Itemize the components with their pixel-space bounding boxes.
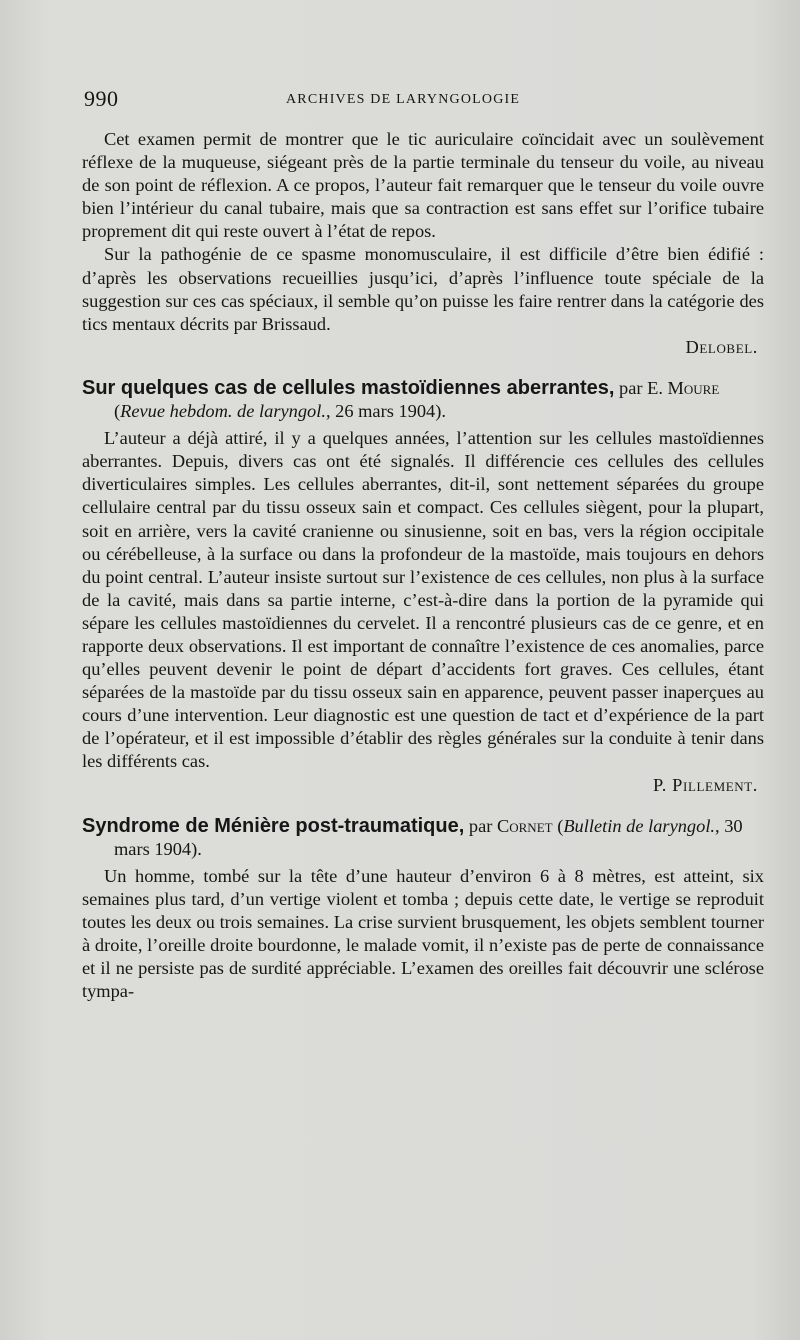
byline-author: Moure xyxy=(667,377,720,398)
paragraph: L’auteur a déjà attiré, il y a quelques années, l’attention sur les cellules mastoïdiennes aberrantes. Depuis, divers cas ont été signalés. Il différencie ces cellules des cellules diverticulaires simples. Les cellules aberrantes, dit-il, sont nettement séparées du groupe cellulaire central par du tissu osseux sain et compact. Ces cellules siègent, pour la plupart, soit en arrière, vers la cavité cranienne ou sinusienne, soit en bas, vers la région occipitale ou cérébelleuse, à la surface ou dans la profondeur de la mastoïde, mais toujours en dehors du point central. L’auteur insiste surtout sur l’existence de ces cellules, non plus à la surface de la cavité, mais dans sa partie interne, c’est-à-dire dans la portion de la pyramide qui sépare les cellules mastoïdiennes du cervelet. Il a rencontré plusieurs cas de ce genre, et en rapporte deux observations. Il est important de connaître l’existence de ces anomalies, parce qu’elles peuvent devenir le point de départ d’accidents fort graves. Ces cellules, étant séparées de la mastoïde par du tissu osseux sain en apparence, peuvent passer inaperçues au cours d’une intervention. Leur diagnostic est une question de tact et d’expérience de la part de l’opérateur, et il est impossible d’établir des règles générales sur la conduite à tenir dans les différents cas. xyxy=(82,428,764,772)
paragraph: Sur la pathogénie de ce spasme monomusculaire, il est difficile d’être bien édifié : d’après les observations recueillies jusqu’ici, d’après l’influence toute spéciale de la suggestion sur ces cas spéciaux, il semble qu’on puisse les faire rentrer dans la catégorie des tics mentaux décrits par Brissaud. xyxy=(82,244,764,334)
byline-source: Revue hebdom. de laryngol. xyxy=(120,401,326,422)
byline-paren: ( xyxy=(552,815,564,836)
article-meniere-syndrome xyxy=(82,815,764,1004)
byline-source: Bulletin de laryngol. xyxy=(563,815,716,836)
article-heading xyxy=(82,377,764,423)
page-number: 990 xyxy=(84,86,119,111)
article-title: Sur quelques cas de cellules mastoïdiennes aberrantes, xyxy=(82,376,615,399)
byline-author: Cornet xyxy=(496,815,553,836)
page-header xyxy=(84,86,764,116)
byline-prefix: par xyxy=(464,815,497,836)
running-head: ARCHIVES DE LARYNGOLOGIE xyxy=(286,92,521,107)
article-continued xyxy=(82,128,764,359)
byline-prefix: par E. xyxy=(614,377,668,398)
byline-date: , 26 mars 1904). xyxy=(325,401,446,422)
paragraph: Cet examen permit de montrer que le tic auriculaire coïncidait avec un soulèvement réflexe de la muqueuse, siégeant près de la partie terminale du tenseur du voile, au niveau de son point de réflexion. A ce propos, l’auteur fait remarquer que le tenseur du voile ouvre bien l’intérieur du canal tubaire, mais que sa contraction est sans effet sur l’orifice tubaire proprement dit qui reste ouvert à l’état de repos. xyxy=(82,129,764,242)
article-heading xyxy=(82,815,764,861)
byline-paren: ( xyxy=(114,401,121,422)
article-mastoid-cells xyxy=(82,377,764,797)
paragraph: Un homme, tombé sur la tête d’une hauteur d’environ 6 à 8 mètres, est atteint, six semaines plus tard, d’un vertige violent et tomba ; depuis cette date, le vertige se reproduit toutes les deux ou trois semaines. La crise survient brusquement, les objets semblent tourner à droite, l’oreille droite bourdonne, le malade vomit, il n’existe pas de perte de connaissance et il ne persiste pas de surdité appréciable. L’examen des oreilles fait découvrir une sclérose tympa- xyxy=(82,865,764,1002)
author-signature: Delobel. xyxy=(685,336,758,357)
author-signature: P. Pillement. xyxy=(653,774,758,795)
byline-date: , 30 mars 1904). xyxy=(114,815,743,859)
page-body xyxy=(82,128,764,1003)
article-title: Syndrome de Ménière post-traumatique, xyxy=(82,814,465,837)
